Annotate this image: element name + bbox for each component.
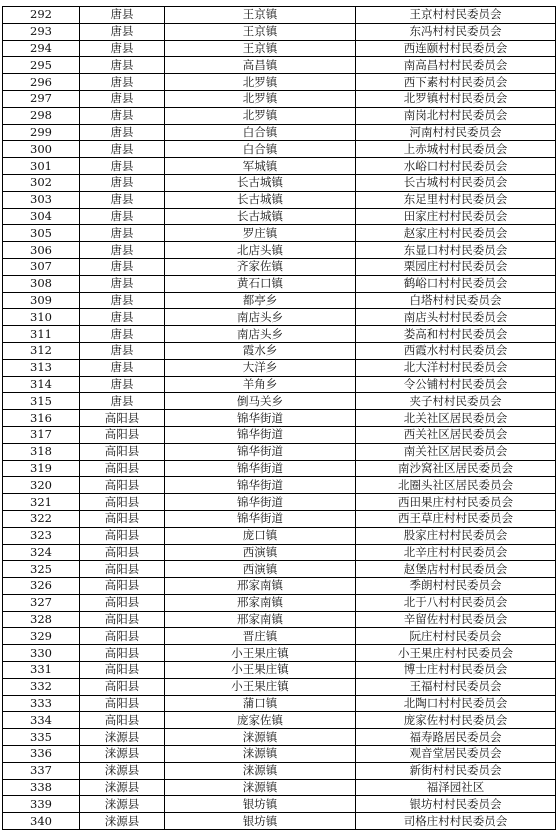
table-row [3, 645, 556, 662]
township-cell: 邢家南镇 [165, 594, 356, 611]
committee-name-cell: 南店头村村民委员会 [356, 309, 556, 326]
committee-name-cell: 观音堂居民委员会 [356, 746, 556, 763]
table-row [3, 426, 556, 443]
row-number-cell: 316 [3, 410, 80, 427]
township-cell: 蒲口镇 [165, 695, 356, 712]
row-number-cell: 331 [3, 662, 80, 679]
committee-name-cell: 博士庄村村民委员会 [356, 662, 556, 679]
township-cell: 晋庄镇 [165, 628, 356, 645]
county-cell: 唐县 [80, 326, 165, 343]
table-row [3, 40, 556, 57]
township-cell: 大洋乡 [165, 359, 356, 376]
committee-name-cell: 西关社区居民委员会 [356, 426, 556, 443]
committee-name-cell: 东冯村村民委员会 [356, 23, 556, 40]
county-cell: 唐县 [80, 74, 165, 91]
committee-name-cell: 辛留佐村村民委员会 [356, 611, 556, 628]
committee-name-cell: 福寿路居民委员会 [356, 729, 556, 746]
county-cell: 唐县 [80, 376, 165, 393]
table-row [3, 561, 556, 578]
county-cell: 唐县 [80, 342, 165, 359]
county-cell: 高阳县 [80, 628, 165, 645]
row-number-cell: 305 [3, 225, 80, 242]
row-number-cell: 332 [3, 678, 80, 695]
county-cell: 涞源县 [80, 796, 165, 813]
table-row [3, 342, 556, 359]
county-cell: 唐县 [80, 158, 165, 175]
table-row [3, 292, 556, 309]
row-number-cell: 301 [3, 158, 80, 175]
committee-name-cell: 王福村村民委员会 [356, 678, 556, 695]
table-row [3, 158, 556, 175]
committee-name-cell: 南关社区居民委员会 [356, 443, 556, 460]
table-row [3, 309, 556, 326]
committee-name-cell: 白塔村村民委员会 [356, 292, 556, 309]
table-row [3, 225, 556, 242]
township-cell: 锦华街道 [165, 460, 356, 477]
committee-name-cell: 新街村村民委员会 [356, 762, 556, 779]
committee-name-cell: 北罗镇村村民委员会 [356, 90, 556, 107]
committee-name-cell: 季朗村村民委员会 [356, 578, 556, 595]
table-row [3, 23, 556, 40]
table-row [3, 410, 556, 427]
table-row [3, 779, 556, 796]
township-cell: 齐家佐镇 [165, 258, 356, 275]
township-cell: 锦华街道 [165, 510, 356, 527]
table-row [3, 578, 556, 595]
county-cell: 唐县 [80, 225, 165, 242]
table-row [3, 695, 556, 712]
county-cell: 高阳县 [80, 695, 165, 712]
table-row [3, 443, 556, 460]
row-number-cell: 311 [3, 326, 80, 343]
row-number-cell: 335 [3, 729, 80, 746]
township-cell: 西演镇 [165, 561, 356, 578]
table-row [3, 712, 556, 729]
committee-name-cell: 南沙窝社区居民委员会 [356, 460, 556, 477]
table-row [3, 544, 556, 561]
county-cell: 高阳县 [80, 662, 165, 679]
township-cell: 银坊镇 [165, 813, 356, 830]
table-body [3, 7, 556, 830]
county-cell: 涞源县 [80, 729, 165, 746]
county-cell: 高阳县 [80, 561, 165, 578]
table-row [3, 124, 556, 141]
township-cell: 锦华街道 [165, 477, 356, 494]
committee-name-cell: 阮庄村村民委员会 [356, 628, 556, 645]
county-cell: 唐县 [80, 90, 165, 107]
row-number-cell: 313 [3, 359, 80, 376]
row-number-cell: 339 [3, 796, 80, 813]
committee-name-cell: 鹤峪口村村民委员会 [356, 275, 556, 292]
township-cell: 高昌镇 [165, 57, 356, 74]
committee-name-cell: 北圈头社区居民委员会 [356, 477, 556, 494]
committee-name-cell: 水峪口村村民委员会 [356, 158, 556, 175]
table-row [3, 7, 556, 24]
committee-name-cell: 令公铺村村民委员会 [356, 376, 556, 393]
committee-name-cell: 西田果庄村村民委员会 [356, 494, 556, 511]
committee-name-cell: 南高昌村村民委员会 [356, 57, 556, 74]
row-number-cell: 323 [3, 527, 80, 544]
committee-name-cell: 股家庄村村民委员会 [356, 527, 556, 544]
township-cell: 西演镇 [165, 544, 356, 561]
county-cell: 高阳县 [80, 712, 165, 729]
table-row [3, 242, 556, 259]
county-cell: 唐县 [80, 292, 165, 309]
county-cell: 高阳县 [80, 443, 165, 460]
table-row [3, 90, 556, 107]
row-number-cell: 292 [3, 7, 80, 24]
row-number-cell: 293 [3, 23, 80, 40]
row-number-cell: 315 [3, 393, 80, 410]
committee-name-cell: 赵堡店村村民委员会 [356, 561, 556, 578]
table-row [3, 275, 556, 292]
table-row [3, 376, 556, 393]
township-cell: 倒马关乡 [165, 393, 356, 410]
row-number-cell: 298 [3, 107, 80, 124]
township-cell: 白合镇 [165, 141, 356, 158]
table-row [3, 74, 556, 91]
county-cell: 唐县 [80, 174, 165, 191]
county-cell: 唐县 [80, 191, 165, 208]
row-number-cell: 324 [3, 544, 80, 561]
township-cell: 涞源镇 [165, 762, 356, 779]
township-cell: 罗庄镇 [165, 225, 356, 242]
county-cell: 唐县 [80, 107, 165, 124]
township-cell: 锦华街道 [165, 494, 356, 511]
committee-name-cell: 北陶口村村民委员会 [356, 695, 556, 712]
township-cell: 锦华街道 [165, 410, 356, 427]
row-number-cell: 299 [3, 124, 80, 141]
township-cell: 北罗镇 [165, 74, 356, 91]
county-cell: 唐县 [80, 309, 165, 326]
committee-name-cell: 小王果庄村村民委员会 [356, 645, 556, 662]
row-number-cell: 340 [3, 813, 80, 830]
township-cell: 涞源镇 [165, 746, 356, 763]
county-cell: 唐县 [80, 258, 165, 275]
township-cell: 霞水乡 [165, 342, 356, 359]
row-number-cell: 312 [3, 342, 80, 359]
row-number-cell: 314 [3, 376, 80, 393]
row-number-cell: 336 [3, 746, 80, 763]
committee-name-cell: 司格庄村村民委员会 [356, 813, 556, 830]
table-row [3, 477, 556, 494]
township-cell: 北店头镇 [165, 242, 356, 259]
table-row [3, 611, 556, 628]
table-row [3, 527, 556, 544]
township-cell: 南店头乡 [165, 326, 356, 343]
county-cell: 唐县 [80, 208, 165, 225]
row-number-cell: 310 [3, 309, 80, 326]
row-number-cell: 329 [3, 628, 80, 645]
township-cell: 王京镇 [165, 7, 356, 24]
county-cell: 涞源县 [80, 746, 165, 763]
committee-name-cell: 赵家庄村村民委员会 [356, 225, 556, 242]
village-committee-table [2, 6, 556, 830]
committee-name-cell: 长古城村村民委员会 [356, 174, 556, 191]
row-number-cell: 300 [3, 141, 80, 158]
table-row [3, 141, 556, 158]
row-number-cell: 319 [3, 460, 80, 477]
table-row [3, 729, 556, 746]
county-cell: 唐县 [80, 124, 165, 141]
township-cell: 邢家南镇 [165, 578, 356, 595]
township-cell: 北罗镇 [165, 107, 356, 124]
committee-name-cell: 东足里村村民委员会 [356, 191, 556, 208]
table-row [3, 174, 556, 191]
county-cell: 唐县 [80, 7, 165, 24]
row-number-cell: 322 [3, 510, 80, 527]
township-cell: 北罗镇 [165, 90, 356, 107]
table-row [3, 460, 556, 477]
county-cell: 唐县 [80, 141, 165, 158]
township-cell: 小王果庄镇 [165, 662, 356, 679]
table-row [3, 628, 556, 645]
township-cell: 南店头乡 [165, 309, 356, 326]
committee-name-cell: 北关社区居民委员会 [356, 410, 556, 427]
county-cell: 高阳县 [80, 678, 165, 695]
county-cell: 唐县 [80, 393, 165, 410]
row-number-cell: 317 [3, 426, 80, 443]
township-cell: 银坊镇 [165, 796, 356, 813]
table-row [3, 191, 556, 208]
committee-name-cell: 栗园庄村村民委员会 [356, 258, 556, 275]
row-number-cell: 309 [3, 292, 80, 309]
row-number-cell: 328 [3, 611, 80, 628]
township-cell: 锦华街道 [165, 426, 356, 443]
row-number-cell: 330 [3, 645, 80, 662]
committee-name-cell: 北大洋村村民委员会 [356, 359, 556, 376]
committee-name-cell: 南岗北村村民委员会 [356, 107, 556, 124]
township-cell: 小王果庄镇 [165, 678, 356, 695]
table-row [3, 57, 556, 74]
county-cell: 唐县 [80, 23, 165, 40]
county-cell: 唐县 [80, 359, 165, 376]
table-row [3, 494, 556, 511]
table-row [3, 678, 556, 695]
table-row [3, 594, 556, 611]
table-row [3, 796, 556, 813]
committee-name-cell: 西王草庄村村民委员会 [356, 510, 556, 527]
row-number-cell: 308 [3, 275, 80, 292]
row-number-cell: 327 [3, 594, 80, 611]
county-cell: 高阳县 [80, 510, 165, 527]
township-cell: 涞源镇 [165, 729, 356, 746]
township-cell: 长古城镇 [165, 208, 356, 225]
committee-name-cell: 上赤城村村民委员会 [356, 141, 556, 158]
county-cell: 高阳县 [80, 426, 165, 443]
row-number-cell: 325 [3, 561, 80, 578]
county-cell: 高阳县 [80, 527, 165, 544]
county-cell: 高阳县 [80, 611, 165, 628]
committee-name-cell: 河南村村民委员会 [356, 124, 556, 141]
county-cell: 高阳县 [80, 544, 165, 561]
row-number-cell: 302 [3, 174, 80, 191]
committee-name-cell: 庞家佐村村民委员会 [356, 712, 556, 729]
township-cell: 白合镇 [165, 124, 356, 141]
township-cell: 军城镇 [165, 158, 356, 175]
table-row [3, 510, 556, 527]
committee-name-cell: 田家庄村村民委员会 [356, 208, 556, 225]
row-number-cell: 294 [3, 40, 80, 57]
row-number-cell: 296 [3, 74, 80, 91]
county-cell: 唐县 [80, 40, 165, 57]
row-number-cell: 295 [3, 57, 80, 74]
row-number-cell: 338 [3, 779, 80, 796]
township-cell: 长古城镇 [165, 191, 356, 208]
row-number-cell: 337 [3, 762, 80, 779]
table-row [3, 258, 556, 275]
county-cell: 高阳县 [80, 594, 165, 611]
row-number-cell: 297 [3, 90, 80, 107]
county-cell: 涞源县 [80, 813, 165, 830]
committee-name-cell: 银坊村村民委员会 [356, 796, 556, 813]
county-cell: 高阳县 [80, 645, 165, 662]
township-cell: 邢家南镇 [165, 611, 356, 628]
county-cell: 高阳县 [80, 494, 165, 511]
table-row [3, 107, 556, 124]
township-cell: 长古城镇 [165, 174, 356, 191]
county-cell: 涞源县 [80, 779, 165, 796]
row-number-cell: 304 [3, 208, 80, 225]
row-number-cell: 307 [3, 258, 80, 275]
committee-name-cell: 夹子村村民委员会 [356, 393, 556, 410]
row-number-cell: 318 [3, 443, 80, 460]
county-cell: 高阳县 [80, 460, 165, 477]
township-cell: 都亭乡 [165, 292, 356, 309]
committee-name-cell: 北于八村村民委员会 [356, 594, 556, 611]
township-cell: 王京镇 [165, 23, 356, 40]
county-cell: 唐县 [80, 242, 165, 259]
row-number-cell: 321 [3, 494, 80, 511]
table-row [3, 208, 556, 225]
township-cell: 王京镇 [165, 40, 356, 57]
township-cell: 锦华街道 [165, 443, 356, 460]
township-cell: 羊角乡 [165, 376, 356, 393]
committee-name-cell: 西霞水村村民委员会 [356, 342, 556, 359]
county-cell: 高阳县 [80, 410, 165, 427]
county-cell: 涞源县 [80, 762, 165, 779]
table-row [3, 393, 556, 410]
table-row [3, 746, 556, 763]
committee-name-cell: 西连颐村村民委员会 [356, 40, 556, 57]
row-number-cell: 333 [3, 695, 80, 712]
county-cell: 唐县 [80, 57, 165, 74]
county-cell: 唐县 [80, 275, 165, 292]
row-number-cell: 326 [3, 578, 80, 595]
township-cell: 黄石口镇 [165, 275, 356, 292]
row-number-cell: 303 [3, 191, 80, 208]
county-cell: 高阳县 [80, 477, 165, 494]
table-row [3, 359, 556, 376]
table-row [3, 813, 556, 830]
county-cell: 高阳县 [80, 578, 165, 595]
table-row [3, 326, 556, 343]
committee-name-cell: 北辛庄村村民委员会 [356, 544, 556, 561]
committee-name-cell: 东显口村村民委员会 [356, 242, 556, 259]
township-cell: 涞源镇 [165, 779, 356, 796]
township-cell: 小王果庄镇 [165, 645, 356, 662]
committee-name-cell: 福泽园社区 [356, 779, 556, 796]
committee-name-cell: 西下素村村民委员会 [356, 74, 556, 91]
township-cell: 庞家佐镇 [165, 712, 356, 729]
township-cell: 庞口镇 [165, 527, 356, 544]
row-number-cell: 306 [3, 242, 80, 259]
row-number-cell: 320 [3, 477, 80, 494]
row-number-cell: 334 [3, 712, 80, 729]
committee-name-cell: 娄高和村村民委员会 [356, 326, 556, 343]
table-row [3, 662, 556, 679]
committee-name-cell: 王京村村民委员会 [356, 7, 556, 24]
table-row [3, 762, 556, 779]
